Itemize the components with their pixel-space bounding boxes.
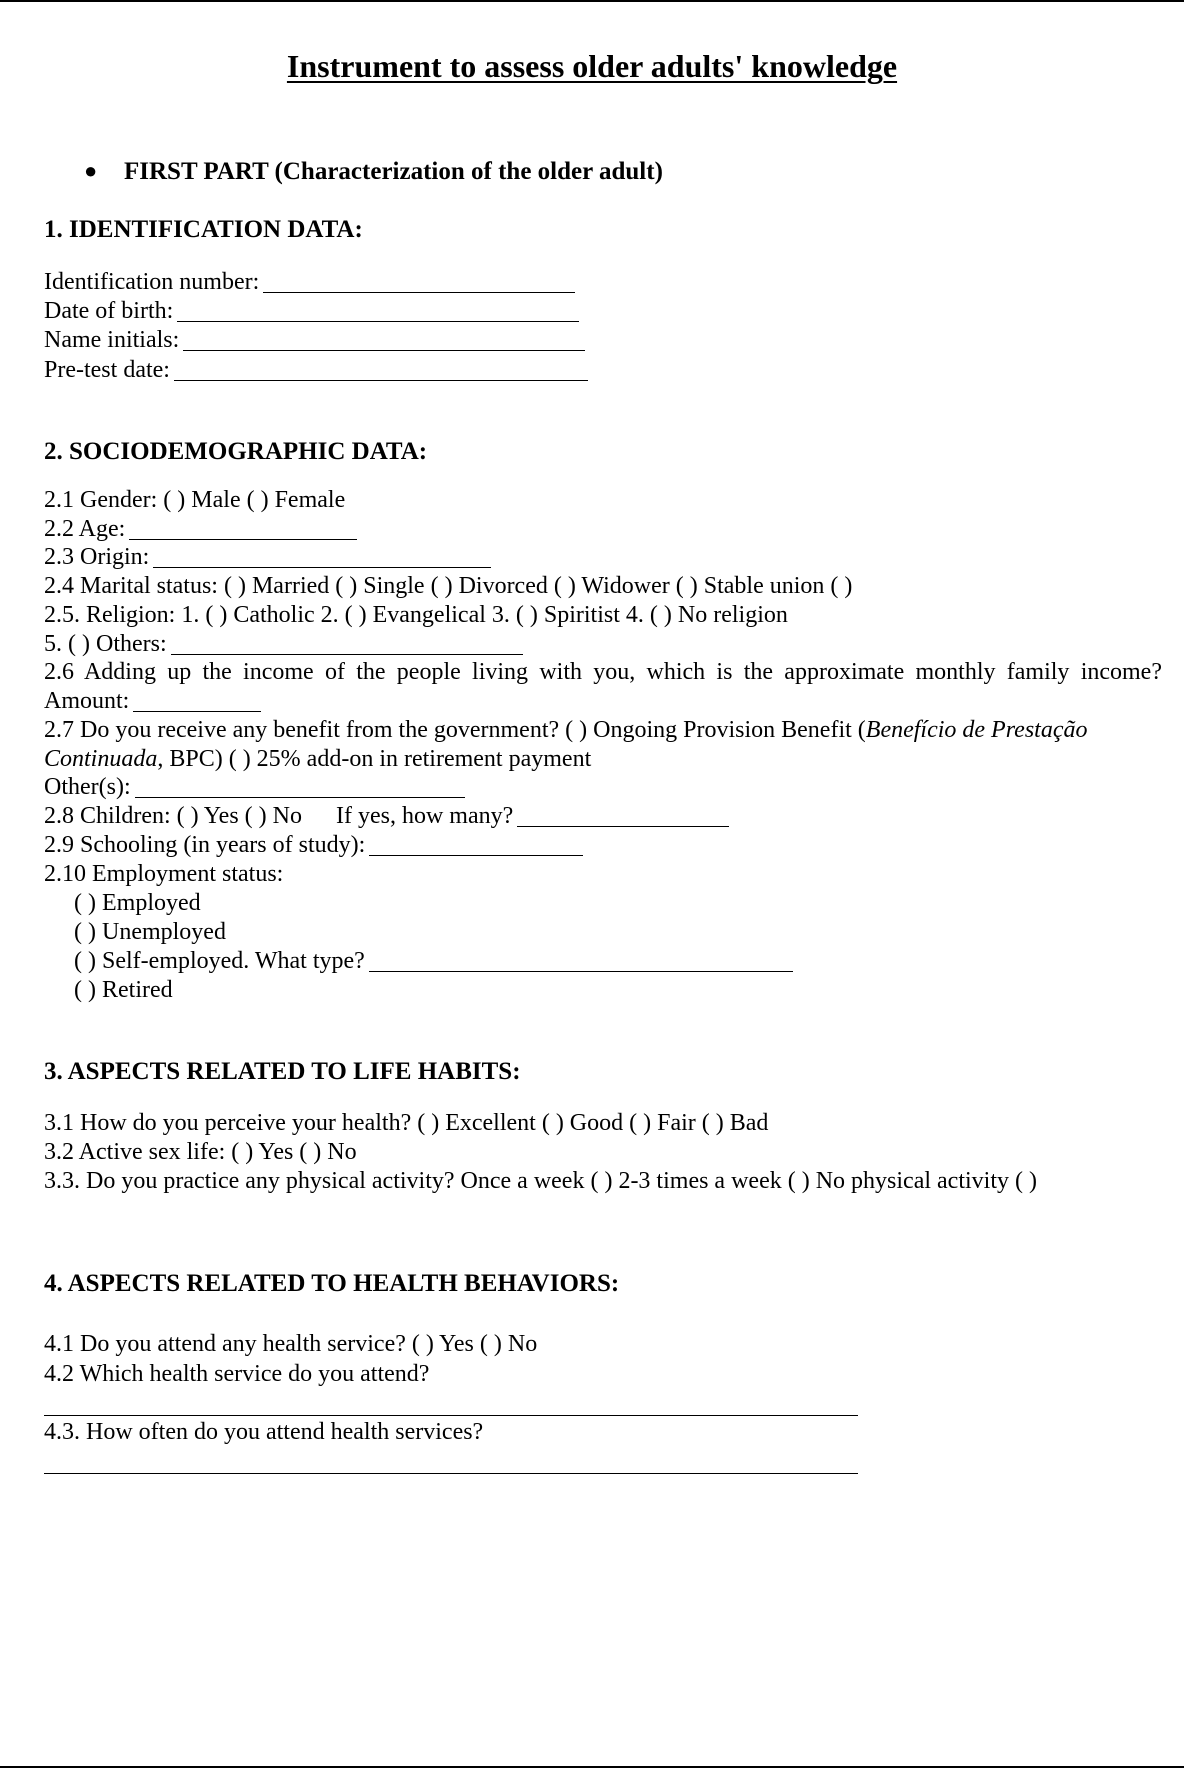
part-heading: ● FIRST PART (Characterization of the older adult) bbox=[84, 158, 663, 185]
children-count-blank[interactable] bbox=[517, 807, 729, 827]
amount-item: Amount: bbox=[44, 687, 261, 715]
origin-item: 2.3 Origin: bbox=[44, 543, 491, 571]
employment-option: ( ) Unemployed bbox=[74, 919, 226, 945]
health-service-frequency-blank[interactable] bbox=[44, 1473, 858, 1474]
self-employed-type-blank[interactable] bbox=[369, 952, 793, 972]
other-benefits-item: Other(s): bbox=[44, 773, 465, 801]
physical-activity-item: 3.3. Do you practice any physical activity? Once a week ( ) 2-3 times a week ( ) No physical activity ( ) bbox=[44, 1168, 1037, 1194]
bullet-icon: ● bbox=[84, 158, 98, 183]
employment-item: 2.10 Employment status: bbox=[44, 861, 284, 887]
pre-test-date-blank[interactable] bbox=[174, 361, 588, 381]
sex-life-item: 3.2 Active sex life: ( ) Yes ( ) No bbox=[44, 1139, 357, 1165]
other-benefits-blank[interactable] bbox=[135, 778, 465, 798]
identification-number-blank[interactable] bbox=[263, 273, 575, 293]
benefit-item: 2.7 Do you receive any benefit from the government? ( ) Ongoing Provision Benefit (Benefício de Prestação bbox=[44, 717, 1088, 743]
section3-heading: 3. ASPECTS RELATED TO LIFE HABITS: bbox=[44, 1058, 521, 1085]
health-service-frequency-item: 4.3. How often do you attend health services? bbox=[44, 1419, 484, 1445]
children-item: 2.8 Children: ( ) Yes ( ) No If yes, how many? bbox=[44, 802, 729, 830]
religion-item: 2.5. Religion: 1. ( ) Catholic 2. ( ) Evangelical 3. ( ) Spiritist 4. ( ) No religion bbox=[44, 602, 788, 628]
section2-heading: 2. SOCIODEMOGRAPHIC DATA: bbox=[44, 438, 428, 465]
which-health-service-item: 4.2 Which health service do you attend? bbox=[44, 1361, 430, 1387]
health-service-attendance-item: 4.1 Do you attend any health service? ( ) Yes ( ) No bbox=[44, 1331, 538, 1357]
age-blank[interactable] bbox=[129, 520, 357, 540]
schooling-blank[interactable] bbox=[369, 836, 583, 856]
benefit-italic-term: Benefício de Prestação bbox=[865, 717, 1088, 743]
section1-heading: 1. IDENTIFICATION DATA: bbox=[44, 216, 363, 243]
name-initials-blank[interactable] bbox=[183, 331, 585, 351]
identification-number-field: Identification number: bbox=[44, 268, 575, 296]
top-border bbox=[0, 0, 1184, 2]
pre-test-date-field: Pre-test date: bbox=[44, 356, 588, 384]
date-of-birth-blank[interactable] bbox=[177, 302, 579, 322]
document-title: Instrument to assess older adults' knowledge bbox=[286, 48, 898, 84]
employment-option: ( ) Self-employed. What type? bbox=[74, 947, 793, 975]
employment-option: ( ) Employed bbox=[74, 890, 201, 916]
which-health-service-blank[interactable] bbox=[44, 1415, 858, 1416]
section4-heading: 4. ASPECTS RELATED TO HEALTH BEHAVIORS: bbox=[44, 1270, 620, 1297]
gender-item: 2.1 Gender: ( ) Male ( ) Female bbox=[44, 487, 346, 513]
income-item: 2.6 Adding up the income of the people living with you, which is the approximate monthly family income? bbox=[44, 659, 1162, 685]
health-perception-item: 3.1 How do you perceive your health? ( ) Excellent ( ) Good ( ) Fair ( ) Bad bbox=[44, 1110, 769, 1136]
date-of-birth-field: Date of birth: bbox=[44, 297, 579, 325]
employment-option: ( ) Retired bbox=[74, 977, 173, 1003]
marital-status-item: 2.4 Marital status: ( ) Married ( ) Single ( ) Divorced ( ) Widower ( ) Stable union ( ) bbox=[44, 573, 853, 599]
amount-blank[interactable] bbox=[133, 692, 261, 712]
religion-others-item: 5. ( ) Others: bbox=[44, 630, 523, 658]
age-item: 2.2 Age: bbox=[44, 515, 357, 543]
origin-blank[interactable] bbox=[153, 548, 491, 568]
schooling-item: 2.9 Schooling (in years of study): bbox=[44, 831, 583, 859]
name-initials-field: Name initials: bbox=[44, 326, 585, 354]
benefit-item-continued: Continuada, BPC) ( ) 25% add-on in retirement payment bbox=[44, 746, 592, 772]
benefit-italic-term-b: Continuada bbox=[44, 746, 158, 772]
religion-others-blank[interactable] bbox=[171, 635, 523, 655]
